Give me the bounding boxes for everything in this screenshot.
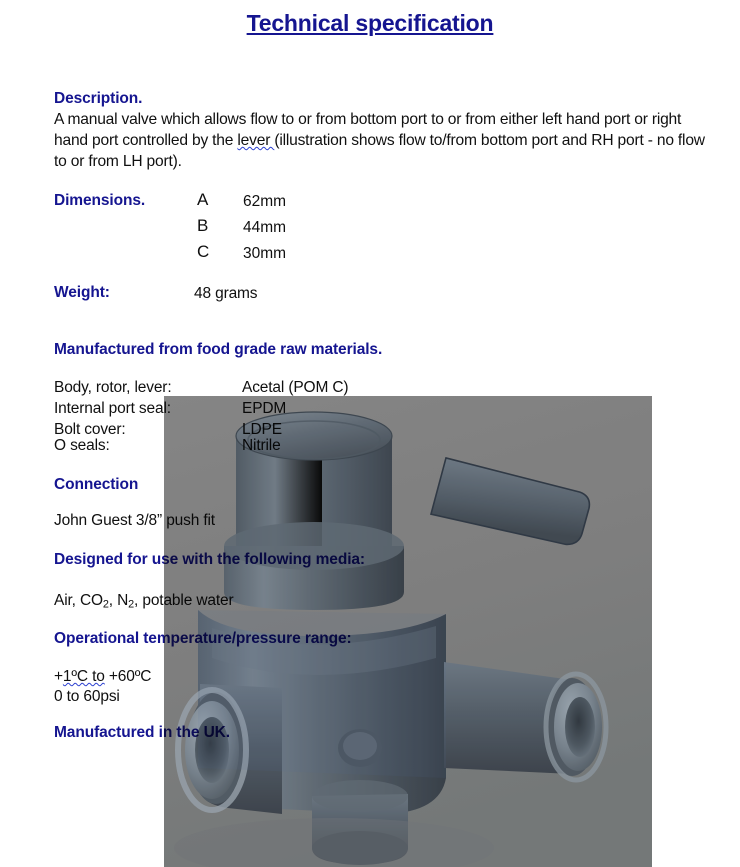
material-label-internal-port-seal: Internal port seal: bbox=[54, 400, 171, 417]
weight-heading: Weight: bbox=[54, 284, 110, 301]
description-text bbox=[54, 109, 714, 172]
media-heading: Designed for use with the following media: bbox=[54, 551, 365, 568]
media-prefix: Air, CO bbox=[54, 592, 103, 609]
temperature-prefix: + bbox=[54, 668, 63, 685]
material-label-o-seals: O seals: bbox=[54, 437, 110, 454]
materials-heading: Manufactured from food grade raw materials. bbox=[54, 341, 383, 358]
temperature-spellcheck: 1ºC to bbox=[62, 668, 105, 685]
media-suffix: , potable water bbox=[134, 592, 234, 609]
dimensions-heading: Dimensions. bbox=[54, 192, 146, 209]
description-text-part-2: (illustration shows flow to/from bottom port and RH port - no flow to or from LH port). bbox=[54, 132, 705, 170]
material-value-internal-port-seal: EPDM bbox=[242, 400, 287, 417]
description-spellcheck-word: lever bbox=[237, 132, 275, 149]
material-value-o-seals: Nitrile bbox=[242, 437, 281, 454]
media-subscript-n2: 2 bbox=[128, 598, 135, 611]
media-middle: , N bbox=[108, 592, 129, 609]
material-value-body-rotor-lever: Acetal (POM C) bbox=[242, 379, 349, 396]
weight-value: 48 grams bbox=[194, 285, 258, 302]
description-heading: Description. bbox=[54, 90, 143, 107]
dimension-value-c: 30mm bbox=[243, 245, 287, 262]
dimension-label-b: B bbox=[197, 216, 209, 235]
connection-value: John Guest 3/8” push fit bbox=[54, 512, 215, 529]
operational-temperature bbox=[54, 668, 151, 686]
dimension-value-a: 62mm bbox=[243, 193, 287, 210]
operational-heading: Operational temperature/pressure range: bbox=[54, 630, 352, 647]
media-value bbox=[54, 592, 233, 610]
material-label-body-rotor-lever: Body, rotor, lever: bbox=[54, 379, 172, 396]
page-title: Technical specification bbox=[246, 10, 494, 36]
description-text-part-1: A manual valve which allows flow to or from bottom port to or from either left hand port or right hand port controlled by the bbox=[54, 111, 682, 149]
dimension-label-c: C bbox=[197, 242, 210, 261]
material-label-bolt-cover: Bolt cover: bbox=[54, 421, 126, 438]
dimension-label-a: A bbox=[197, 190, 209, 209]
media-subscript-co2: 2 bbox=[102, 598, 109, 611]
dimension-value-b: 44mm bbox=[243, 219, 287, 236]
material-value-bolt-cover: LDPE bbox=[242, 421, 282, 438]
origin-heading: Manufactured in the UK. bbox=[54, 724, 230, 741]
temperature-suffix: +60ºC bbox=[104, 668, 152, 685]
connection-heading: Connection bbox=[54, 476, 139, 493]
operational-pressure: 0 to 60psi bbox=[54, 688, 120, 705]
